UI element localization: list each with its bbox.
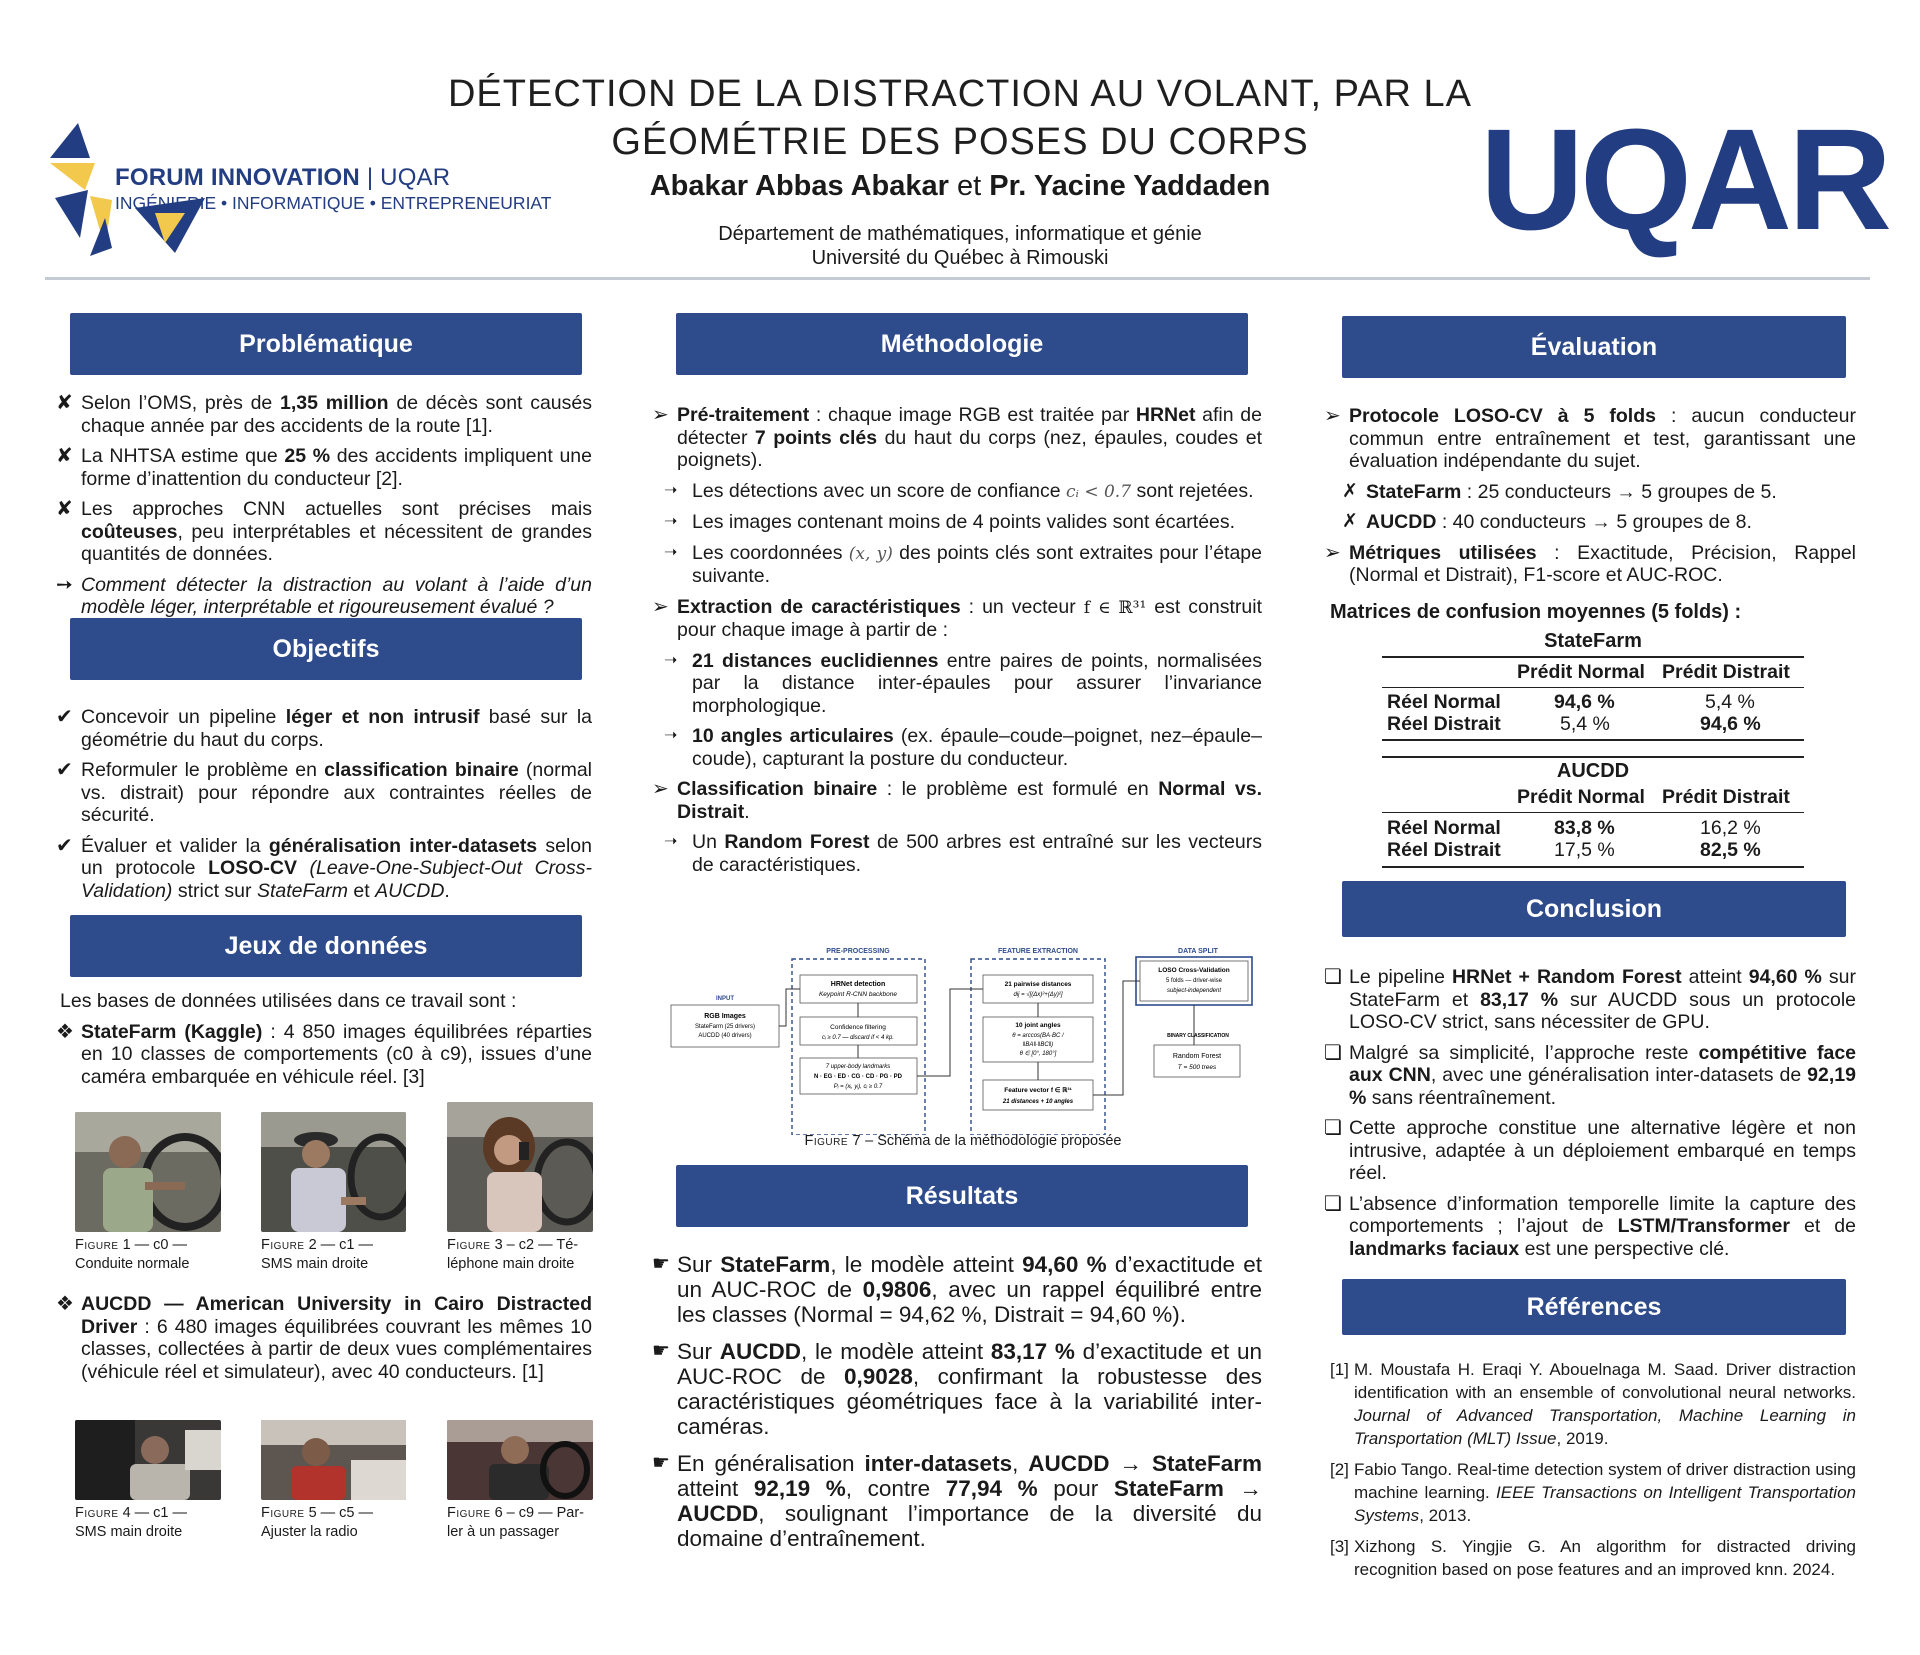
section-header-problematique: Problématique [70, 313, 582, 375]
photo-aucdd-sms [75, 1420, 221, 1500]
cross-mark-icon: ✘ [56, 498, 73, 520]
section-header-resultats: Résultats [676, 1165, 1248, 1227]
list-item: ❖ StateFarm (Kaggle) : 4 850 images équilibrées réparties en 10 classes de comportements (c0 à c9), issues d’une caméra embarquée en véhicule réel. [3] [56, 1020, 592, 1088]
svg-text:HRNet detection: HRNet detection [830, 981, 886, 988]
small-arrow-icon: ➝ [664, 513, 678, 530]
list-item: ❖ AUCDD — American University in Cairo Distracted Driver : 6 480 images équilibrées couvrant les mêmes 10 classes, collectées à partir de deux vues complémentaires (véhicule réel et simulateur), avec 40 conducteurs. [1] [56, 1293, 592, 1383]
methodology-diagram [668, 945, 1258, 1135]
forum-logo-subtitle: INGÉNIERIE • INFORMATIQUE • ENTREPRENEURIAT [115, 193, 552, 213]
uqar-logo: UQAR [1480, 99, 1888, 260]
arrowhead-icon: ➢ [1324, 541, 1341, 564]
checkbox-icon: ❏ [1324, 1192, 1342, 1215]
small-arrow-icon: ➝ [664, 727, 678, 744]
table-header: Prédit Distrait [1662, 786, 1790, 808]
svg-text:AUCDD (40 drivers): AUCDD (40 drivers) [698, 1033, 752, 1039]
checkbox-icon: ❏ [1324, 966, 1342, 988]
svg-text:θ = arccos(BA·BC /: θ = arccos(BA·BC / [1012, 1033, 1064, 1039]
checkbox-icon: ❏ [1324, 1041, 1342, 1064]
list-item: ➢ Classification binaire : le problème est formulé en Normal vs. Distrait. [652, 778, 1262, 823]
objectifs-content [56, 706, 592, 910]
check-mark-icon: ✔ [56, 706, 73, 728]
sub-item: ✗ StateFarm : 25 conducteurs → 5 groupes de 5. [1342, 480, 1777, 503]
table-rule [1382, 656, 1804, 658]
table-cell: 17,5 % [1554, 839, 1615, 861]
diagram-vector-box [983, 1080, 1093, 1110]
small-arrow-icon: ➝ [664, 833, 678, 850]
pointing-hand-icon: ☛ [652, 1340, 670, 1362]
table-row-label: Réel Distrait [1387, 839, 1501, 861]
section-header-objectifs: Objectifs [70, 618, 582, 680]
list-item: ❏ L’absence d’information temporelle limite la capture des comportements ; l’ajout de LSTM/Transformer et de landmarks faciaux est une perspective clé. [1324, 1192, 1856, 1260]
small-arrow-icon: ➝ [664, 651, 678, 669]
list-item: ☛ En généralisation inter-datasets, AUCDD → StateFarm atteint 92,19 %, contre 77,94 % pour StateFarm → AUCDD, soulignant l’importance de la diversité du domaine d’entraînement. [652, 1451, 1263, 1551]
caption-fig6: Figure 6 – c9 — Par- ler à un passager [447, 1505, 585, 1540]
table-cell: 94,6 % [1700, 713, 1761, 735]
table-row-label: Réel Normal [1387, 691, 1501, 713]
arrowhead-icon: ➢ [652, 404, 669, 426]
check-mark-icon: ✔ [56, 834, 73, 857]
sub-item: ➝ Les images contenant moins de 4 points valides sont écartées. [664, 511, 1236, 533]
caption-fig4: Figure 4 — c1 — SMS main droite [75, 1505, 188, 1540]
list-item: ➢ Pré-traitement : chaque image RGB est traitée par HRNet afin de détecter 7 points clés du haut du corps (nez, épaules, coudes et poignets). [652, 404, 1262, 471]
evaluation-content [1324, 405, 1856, 595]
table-cell: 94,6 % [1554, 691, 1615, 713]
diagram-label-preprocessing: PRE-PROCESSING [826, 948, 890, 955]
table-rule [1382, 812, 1804, 813]
small-arrow-icon: ➝ [664, 481, 678, 499]
section-header-conclusion: Conclusion [1342, 881, 1846, 937]
confusion-table-statefarm [1382, 628, 1804, 743]
aucdd-description [56, 1293, 592, 1391]
photo-aucdd-passenger [447, 1420, 593, 1500]
table-cell: 83,8 % [1554, 817, 1615, 839]
list-item: ✘ Selon l’OMS, près de 1,35 million de décès sont causés chaque année par des accidents de la route [1]. [56, 392, 593, 437]
table-rule [1382, 739, 1804, 741]
reference-item: [3] Xizhong S. Yingjie G. An algorithm for distracted driving recognition based on pose features and an improved knn. 2024. [1330, 1537, 1856, 1579]
list-item: ✔ Reformuler le problème en classification binaire (normal vs. distrait) pour répondre aux contraintes réelles de sécurité. [56, 759, 592, 826]
section-header-evaluation: Évaluation [1342, 316, 1846, 378]
photo-sms-right [261, 1112, 406, 1232]
list-item: ☛ Sur StateFarm, le modèle atteint 94,60 % d’exactitude et un AUC-ROC de 0,9806, avec un rappel équilibré entre les classes (Normal = 94,62 %, Distrait = 94,60 %). [652, 1252, 1263, 1327]
svg-text:Pᵢ = (xᵢ, yᵢ), cᵢ ≥ 0.7: Pᵢ = (xᵢ, yᵢ), cᵢ ≥ 0.7 [833, 1084, 883, 1090]
list-item: ✔ Évaluer et valider la généralisation inter-datasets selon un protocole LOSO-CV (Leave-One-Subject-Out Cross-Validation) strict sur StateFarm et AUCDD. [56, 834, 592, 902]
jeux-intro: Les bases de données utilisées dans ce travail sont : ❖ StateFarm (Kaggle) : 4 850 images équilibrées réparties en 10 classes de comportements (c0 à c9), issues d’une caméra embarquée en véhicule réel. [3] [56, 990, 592, 1088]
list-item: ➙ Comment détecter la distraction au volant à l’aide d’un modèle léger, interprétable et rigoureusement évalué ? [56, 573, 592, 618]
svg-text:subject-independent: subject-independent [1166, 988, 1222, 994]
svg-text:‖BA‖·‖BC‖): ‖BA‖·‖BC‖) [1022, 1042, 1054, 1048]
table-header: Prédit Normal [1517, 786, 1645, 808]
section-header-methodologie: Méthodologie [676, 313, 1248, 375]
svg-text:Confidence filtering: Confidence filtering [830, 1024, 886, 1031]
matrices-title: Matrices de confusion moyennes (5 folds) : [1330, 601, 1742, 623]
cross-icon: ✗ [1342, 511, 1358, 532]
sub-item: ✗ AUCDD : 40 conducteurs → 5 groupes de 8. [1342, 511, 1752, 533]
list-item: ✘ Les approches CNN actuelles sont précises mais coûteuses, peu interprétables et nécessitent de grandes quantités de données. [56, 498, 592, 565]
cross-mark-icon: ✘ [56, 445, 73, 467]
svg-text:10 joint angles: 10 joint angles [1015, 1022, 1061, 1029]
svg-text:BINARY CLASSIFICATION: BINARY CLASSIFICATION [1167, 1033, 1229, 1039]
sub-item: ➝ Un Random Forest de 500 arbres est entraîné sur les vecteurs de caractéristiques. [664, 831, 1263, 876]
checkbox-icon: ❏ [1324, 1117, 1342, 1139]
photo-phone-right [447, 1102, 593, 1232]
table-cell: 82,5 % [1700, 839, 1761, 861]
sub-item: ➝ 10 angles articulaires (ex. épaule–coude–poignet, nez–épaule–coude), capturant la posture du conducteur. [664, 725, 1262, 770]
references-content [1330, 1358, 1856, 1589]
confusion-table-aucdd [1382, 756, 1804, 871]
caption-fig2: Figure 2 — c1 — SMS main droite [261, 1237, 374, 1272]
title-block [380, 70, 1540, 270]
svg-text:21 distances + 10 angles: 21 distances + 10 angles [1002, 1099, 1074, 1105]
resultats-content [652, 1252, 1262, 1559]
list-item: ➢ Extraction de caractéristiques : un vecteur f ∈ ℝ³¹ est construit pour chaque image à partir de : [652, 595, 1262, 641]
table-row-label: Réel Distrait [1387, 713, 1501, 735]
diamond-bullet-icon: ❖ [56, 1020, 74, 1043]
list-item: ✔ Concevoir un pipeline léger et non intrusif basé sur la géométrie du haut du corps. [56, 706, 593, 751]
table-cell: 16,2 % [1700, 817, 1761, 839]
poster-title-line2: GÉOMÉTRIE DES POSES DU CORPS [611, 121, 1309, 163]
caption-fig1: Figure 1 — c0 — Conduite normale [75, 1237, 190, 1272]
table-rule [1382, 866, 1804, 868]
list-item: ❏ Le pipeline HRNet + Random Forest atteint 94,60 % sur StateFarm et 83,17 % sur AUCDD sous un protocole LOSO-CV strict, sans nécessiter de GPU. [1324, 966, 1856, 1033]
svg-text:LOSO Cross-Validation: LOSO Cross-Validation [1158, 967, 1230, 974]
sub-item: ➝ Les coordonnées (x, y) des points clés sont extraites pour l’étape suivante. [664, 541, 1263, 587]
methodologie-content [652, 404, 1262, 884]
list-item: ➢ Métriques utilisées : Exactitude, Précision, Rappel (Normal et Distrait), F1-score et AUC-ROC. [1324, 541, 1856, 586]
cross-icon: ✗ [1342, 480, 1358, 502]
header-divider [45, 277, 1870, 280]
table-row-label: Réel Normal [1387, 817, 1501, 839]
svg-text:N · EG · ED · CG · CD · PG · P: N · EG · ED · CG · CD · PG · PD [814, 1074, 902, 1080]
diamond-bullet-icon: ❖ [56, 1293, 74, 1315]
table-title: AUCDD [1556, 760, 1630, 782]
svg-text:cᵢ ≥ 0.7 — discard if < 4 kp.: cᵢ ≥ 0.7 — discard if < 4 kp. [822, 1035, 894, 1041]
table-header: Prédit Distrait [1662, 661, 1790, 683]
diagram-label-input: INPUT [716, 996, 734, 1002]
table-cell: 5,4 % [1560, 713, 1610, 735]
photo-aucdd-radio [261, 1420, 406, 1500]
list-item: ✘ La NHTSA estime que 25 % des accidents impliquent une forme d’inattention du conducteur [2]. [56, 445, 592, 490]
arrowhead-icon: ➢ [652, 595, 669, 618]
svg-text:θ ∈ [0°, 180°]: θ ∈ [0°, 180°] [1019, 1051, 1057, 1057]
small-arrow-icon: ➝ [664, 543, 678, 561]
diagram-distances-box [983, 975, 1093, 1003]
pointing-hand-icon: ☛ [652, 1452, 670, 1474]
svg-text:Keypoint R-CNN backbone: Keypoint R-CNN backbone [818, 991, 898, 998]
department: Département de mathématiques, informatique et génie Université du Québec à Rimouski [718, 223, 1202, 269]
photo-normal-driving [75, 1112, 221, 1232]
diagram-rf-box [1154, 1045, 1240, 1077]
diagram-label-feature: FEATURE EXTRACTION [998, 948, 1078, 955]
diagram-hrnet-box [800, 975, 917, 1003]
table-rule [1382, 756, 1804, 758]
caption-fig5: Figure 5 — c5 — Ajuster la radio [261, 1505, 374, 1540]
svg-text:RGB Images: RGB Images [704, 1013, 746, 1020]
cross-mark-icon: ✘ [56, 392, 73, 414]
svg-text:T = 500 trees: T = 500 trees [1177, 1064, 1217, 1071]
section-header-jeux: Jeux de données [70, 915, 582, 977]
poster-title-line1: DÉTECTION DE LA DISTRACTION AU VOLANT, PAR LA [447, 73, 1473, 115]
check-mark-icon: ✔ [56, 759, 73, 781]
svg-text:7 upper-body landmarks: 7 upper-body landmarks [825, 1064, 891, 1070]
svg-text:21 pairwise distances: 21 pairwise distances [1004, 981, 1072, 988]
arrowhead-icon: ➢ [652, 778, 669, 800]
conclusion-content [1324, 966, 1856, 1268]
table-title: StateFarm [1544, 630, 1642, 652]
svg-text:5 folds — driver-wise: 5 folds — driver-wise [1165, 978, 1223, 984]
list-item: ❏ Malgré sa simplicité, l’approche reste compétitive face aux CNN, avec une généralisation inter-datasets de 92,19 % sans réentraînement. [1324, 1041, 1857, 1109]
arrow-icon: ➙ [56, 573, 73, 596]
table-cell: 5,4 % [1705, 691, 1755, 713]
arrowhead-icon: ➢ [1324, 405, 1341, 427]
caption-fig7: Figure 7 – Schéma de la méthodologie proposée [804, 1133, 1122, 1149]
svg-text:Feature vector f ∈ ℝ³¹: Feature vector f ∈ ℝ³¹ [1004, 1087, 1072, 1094]
diagram-label-split: DATA SPLIT [1178, 948, 1218, 955]
svg-text:dij = √[(Δx)²+(Δy)²]: dij = √[(Δx)²+(Δy)²] [1013, 992, 1063, 998]
svg-text:Random Forest: Random Forest [1172, 1053, 1222, 1060]
reference-item: [2] Fabio Tango. Real-time detection system of driver distraction using machine learning. IEEE Transactions on Intelligent Transportation Systems, 2013. [1330, 1460, 1856, 1525]
forum-logo-title: FORUM INNOVATION | UQAR [115, 164, 451, 191]
sub-item: ➝ 21 distances euclidiennes entre paires de points, normalisées par la distance inter-épaules pour assurer l’invariance morphologique. [664, 649, 1263, 717]
pointing-hand-icon: ☛ [652, 1253, 670, 1275]
list-item: ☛ Sur AUCDD, le modèle atteint 83,17 % d’exactitude et un AUC-ROC de 0,9028, confirmant la robustesse des caractéristiques géométriques face à la variabilité inter-caméras. [652, 1339, 1263, 1439]
caption-fig3: Figure 3 – c2 — Té- léphone main droite [447, 1237, 579, 1272]
problematique-content [56, 392, 592, 627]
svg-text:StateFarm (25 drivers): StateFarm (25 drivers) [694, 1024, 756, 1030]
list-item: ❏ Cette approche constitue une alternative légère et non intrusive, adaptée à un déploiement embarqué en temps réel. [1324, 1117, 1856, 1184]
reference-item: [1] M. Moustafa H. Eraqi Y. Abouelnaga M. Saad. Driver distraction identification with an ensemble of convolutional neural networks. Journal of Advanced Transportation, Machine Learning in Transportation (MLT) Issue, 2019. [1330, 1360, 1856, 1448]
list-item: ➢ Protocole LOSO-CV à 5 folds : aucun conducteur commun entre entraînement et test, garantissant une évaluation indépendante du sujet. [1324, 405, 1856, 472]
sub-item: ➝ Les détections avec un score de confiance cᵢ < 0.7 sont rejetées. [664, 479, 1254, 502]
authors: Abakar Abbas Abakar et Pr. Yacine Yaddaden [649, 170, 1271, 202]
table-header: Prédit Normal [1517, 661, 1645, 683]
table-rule [1382, 687, 1804, 688]
section-header-references: Références [1342, 1279, 1846, 1335]
